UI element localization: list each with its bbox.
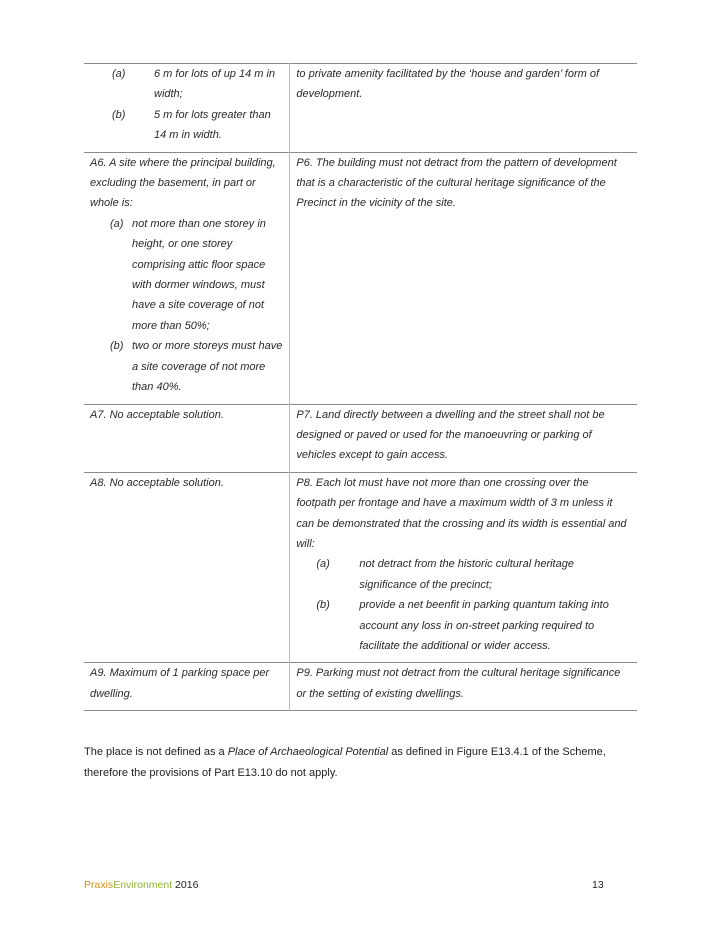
performance-criteria-cell: P8. Each lot must have not more than one crossing over the footpath per frontage and have a maximum width of 3 m unless it can be demonstrated that the crossing and its width is essential and will: (a) not detract from the historic cultural heritage significance of the precinct; (b) provide a net beenfit in parking quantum taking into account any loss in on-street parking required to facilitate the additional or wider access.: [290, 472, 637, 663]
list-item: (a) not more than one storey in height, or one storey comprising attic floor space with dormer windows, must have a site coverage of not more than 50%;: [110, 217, 266, 332]
list-item: (a) not detract from the historic cultural heritage significance of the precinct;: [316, 558, 574, 591]
heritage-standards-table: [84, 63, 637, 711]
table-row: [84, 404, 637, 472]
acceptable-solution-cell: A6. A site where the principal building, excluding the basement, in part or whole is: (a) not more than one storey in height, or one storey comprising attic floor space with dormer windows, must have a site coverage of not more than 50%; (b) two or more storeys must have a site coverage of not more than 40%.: [84, 152, 290, 404]
performance-criteria-cell: P6. The building must not detract from the pattern of development that is a characteristic of the cultural heritage significance of the Precinct in the vicinity of the site.: [296, 156, 617, 210]
list-item: (b) 5 m for lots greater than 14 m in width.: [112, 108, 271, 142]
table-row: [84, 64, 637, 153]
list-item: (a) 6 m for lots of up 14 m in width;: [112, 68, 276, 101]
table-row: [84, 152, 637, 404]
acceptable-solution-cell: A7. No acceptable solution.: [84, 404, 290, 472]
list-item: (b) provide a net beenfit in parking quantum taking into account any loss in on-street parking required to facilitate the additional or wider access.: [316, 599, 609, 652]
table-row: [84, 663, 637, 711]
performance-criteria-cell: to private amenity facilitated by the ‘house and garden’ form of development.: [296, 68, 600, 101]
footer-brand: PraxisEnvironment 2016: [84, 879, 199, 891]
acceptable-solution-cell: A9. Maximum of 1 parking space per dwelling.: [84, 663, 290, 711]
page-number: 13: [592, 879, 604, 891]
acceptable-solution-cell: A8. No acceptable solution.: [84, 472, 290, 663]
performance-criteria-cell: P9. Parking must not detract from the cultural heritage significance or the setting of existing dwellings.: [296, 667, 621, 700]
table-row: [84, 472, 637, 663]
list-item: (b) two or more storeys must have a site coverage of not more than 40%.: [110, 340, 283, 394]
acceptable-solution-cell: [84, 64, 290, 153]
body-paragraph: The place is not defined as a Place of Archaeological Potential as defined in Figure E13.4.1 of the Scheme, therefore the provisions of Part E13.10 do not apply.: [84, 746, 606, 779]
performance-criteria-cell: P7. Land directly between a dwelling and the street shall not be designed or paved or used for the manoeuvring or parking of vehicles except to gain access.: [296, 408, 605, 462]
